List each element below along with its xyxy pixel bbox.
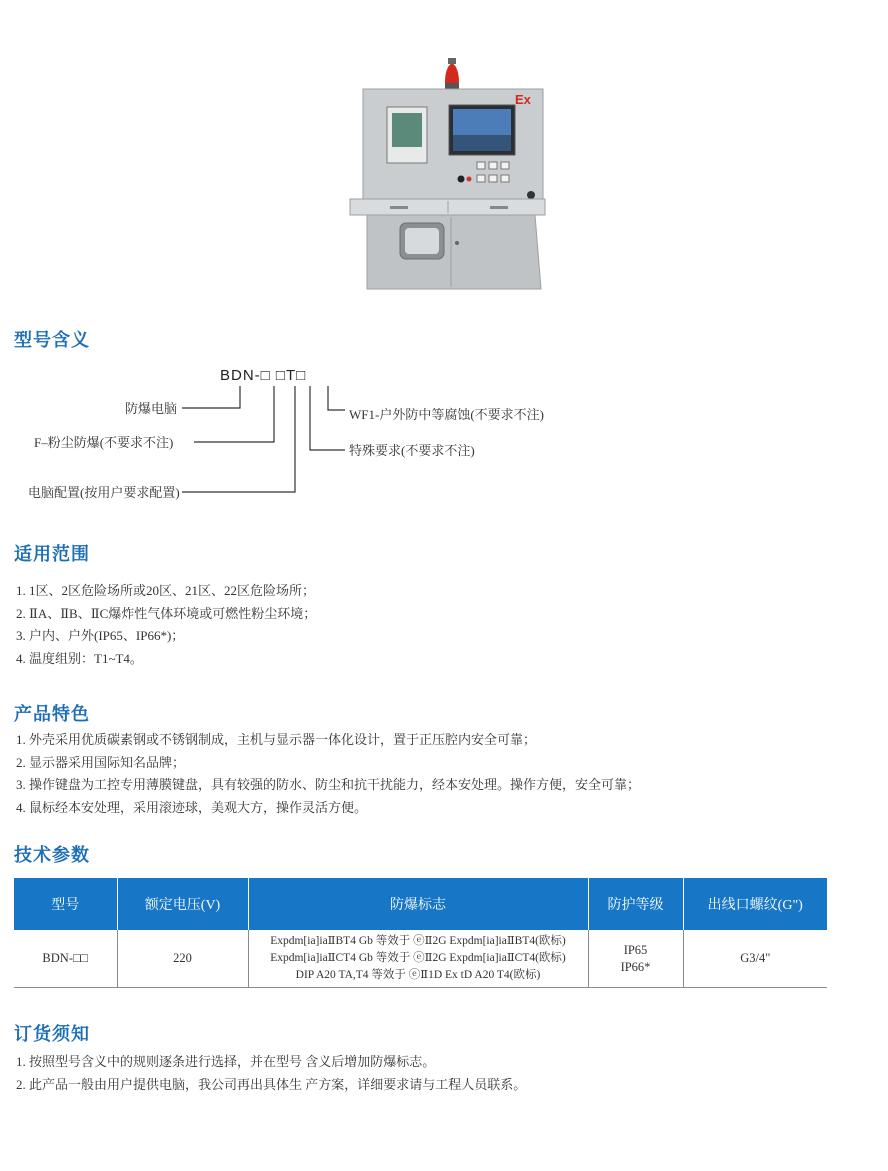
header-thread: 出线口螺纹(G") [683,878,827,930]
section-title-tech: 技术参数 [14,845,90,866]
cell-thread: G3/4" [683,930,827,988]
ex-mark-line: Expdm[ia]iaⅡCT4 Gb 等效于 ⓔⅡ2G Expdm[ia]iaⅡCT4(欧标) [270,952,566,964]
section-title-model: 型号含义 [14,330,90,351]
beacon-cap [448,58,456,64]
ex-mark: Ex [515,92,531,107]
list-item: 4. 鼠标经本安处理，采用滚迹球，美观大方，操作灵活方便。 [16,799,368,815]
switch-knob-icon [458,176,465,183]
model-code: BDN-□ □T□ [220,367,307,384]
cell-protection [588,930,683,988]
key-4 [477,175,485,182]
scope-list [16,580,316,670]
label-config: 电脑配置(按用户要求配置) [28,485,180,500]
section-title-scope: 适用范围 [14,544,90,565]
label-dust: F–粉尘防爆(不要求不注) [34,435,174,450]
order-list [16,1051,526,1096]
viewing-window-glass [405,228,439,254]
list-item: 1. 外壳采用优质碳素钢或不锈钢制成，主机与显示器一体化设计，置于正压腔内安全可靠； [16,732,537,747]
list-item: 4. 温度组别：T1~T4。 [16,650,143,666]
table-header-row [14,878,827,930]
shelf-handle-left [390,206,408,209]
beacon-base [445,83,459,89]
key-3 [501,162,509,169]
cell-voltage: 220 [117,930,248,988]
line-computer [182,386,240,408]
protection-value: IP66* [620,959,651,974]
label-special: 特殊要求(不要求不注) [349,443,475,458]
line-dust [194,386,274,442]
header-model: 型号 [14,878,117,930]
list-item: 2. 显示器采用国际知名品牌； [16,754,186,770]
spec-table [14,878,827,988]
line-wf1 [328,386,345,410]
door-lock-icon [455,241,459,245]
ex-mark-line: Expdm[ia]iaⅡBT4 Gb 等效于 ⓔⅡ2G Expdm[ia]iaⅡBT4(欧标) [270,935,566,947]
ex-mark-line: DIP A20 TA,T4 等效于 ⓔⅡ1D Ex tD A20 T4(欧标) [295,969,541,981]
protection-value: IP65 [623,942,648,957]
indicator-led-icon [467,177,472,182]
key-2 [489,162,497,169]
trackball-icon [527,191,535,199]
monitor-skyline [453,135,511,151]
table-row [14,930,827,988]
cabinet-lower [367,215,541,289]
list-item: 2. ⅡA、ⅡB、ⅡC爆炸性气体环境或可燃性粉尘环境； [16,605,317,621]
shelf-handle-right [490,206,508,209]
header-voltage: 额定电压(V) [117,878,248,930]
label-computer: 防爆电脑 [125,401,178,416]
header-protection: 防护等级 [588,878,683,930]
beacon-light-icon [445,63,459,83]
section-title-order: 订货须知 [14,1024,90,1045]
list-item: 3. 操作键盘为工控专用薄膜键盘，具有较强的防水、防尘和抗干扰能力，经本安处理。操作方便，安全可靠； [16,777,641,792]
model-diagram [0,360,600,510]
list-item: 1. 按照型号含义中的规则逐条进行选择，并在型号 含义后增加防爆标志。 [16,1054,436,1069]
key-1 [477,162,485,169]
header-ex-mark: 防爆标志 [248,878,588,930]
key-6 [501,175,509,182]
product-image [345,55,550,295]
cabinet-illustration [345,55,550,295]
label-wf1: WF1-户外防中等腐蚀(不要求不注) [349,407,544,422]
section-title-features: 产品特色 [14,704,90,725]
list-item: 1. 1区、2区危险场所或20区、21区、22区危险场所； [16,583,316,598]
cell-ex-mark [248,930,588,988]
list-item: 2. 此产品一般由用户提供电脑，我公司再出具体生 产方案，详细要求请与工程人员联系。 [16,1076,527,1092]
cell-model: BDN-□□ [14,930,117,988]
left-display [392,113,422,147]
key-5 [489,175,497,182]
line-config [182,386,295,492]
features-list [16,729,640,819]
list-item: 3. 户内、户外(IP65、IP66*)； [16,628,185,643]
